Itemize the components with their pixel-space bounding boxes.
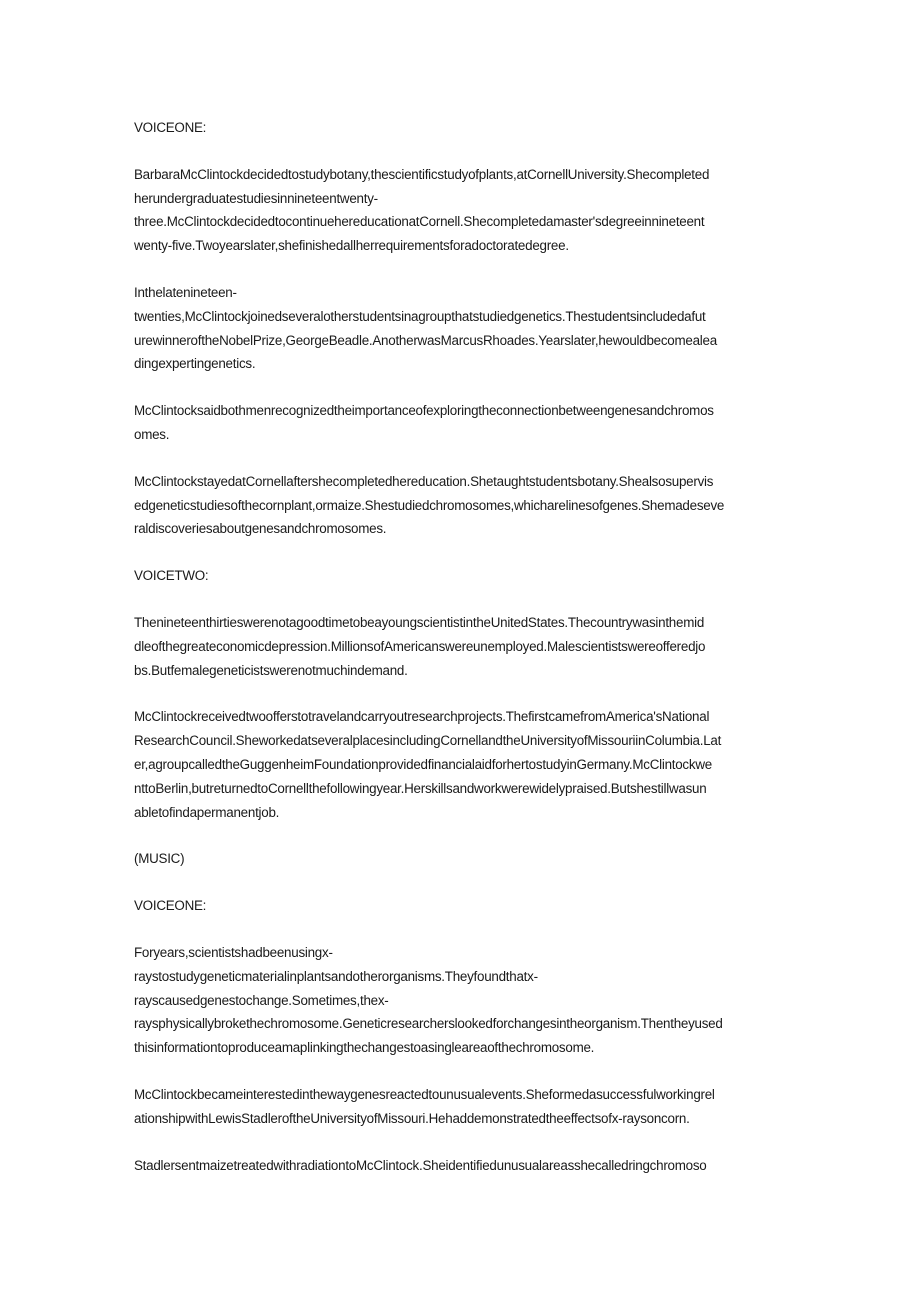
paragraph [134,1083,784,1131]
text-line: McClintocksaidbothmenrecognizedtheimportanceofexploringtheconnectionbetweengenesandchromos [134,403,714,419]
text-line: urewinneroftheNobelPrize,GeorgeBeadle.AnotherwasMarcusRhoades.Yearslater,hewouldbecomealea [134,332,717,348]
text-line: thisinformationtoproduceamaplinkingthechangestoasingleareaofthechromosome. [134,1040,595,1056]
text-line: dleofthegreateconomicdepression.MillionsofAmericanswereunemployed.Malescientistswereofferedjo [134,638,706,654]
text-line: VOICEONE: [134,120,207,135]
text-line: Inthelatenineteen- [134,284,237,300]
paragraph [134,1154,784,1178]
text-line: StadlersentmaizetreatedwithradiationtoMcClintock.Sheidentifiedunusualareasshecalledringchromoso [134,1157,707,1173]
text-line: dingexpertingenetics. [134,356,256,372]
text-line: McClintockbecameinterestedinthewaygenesreactedtounusualevents.Sheformedasuccessfulworkingrel [134,1086,715,1102]
paragraph [134,611,784,682]
text-line: twenties,McClintockjoinedseveralotherstudentsinagroupthatstudiedgenetics.Thestudentsincludedafut [134,308,706,324]
text-line: wenty-five.Twoyearslater,shefinishedallherrequirementsforadoctoratedegree. [134,238,569,254]
speaker-label [134,116,784,140]
text-line: bs.Butfemalegeneticistswerenotmuchindemand. [134,662,408,678]
text-line: edgeneticstudiesofthecornplant,ormaize.Shestudiedchromosomes,whicharelinesofgenes.Shemadeseve [134,497,725,513]
text-line: ationshipwithLewisStadleroftheUniversityofMissouri.Hehaddemonstratedtheeffectsofx-raysoncorn. [134,1110,690,1126]
text-line: Foryears,scientistshadbeenusingx- [134,944,333,960]
paragraph [134,281,784,376]
text-line: ResearchCouncil.SheworkedatseveralplacesincludingCornellandtheUniversityofMissouriinColumbia.Lat [134,733,722,749]
text-line: nttoBerlin,butreturnedtoCornellthefollowingyear.Herskillsandworkwerewidelypraised.Butshestillwasun [134,780,707,796]
text-line: (MUSIC) [134,851,185,867]
speaker-label [134,564,784,588]
text-line: raldiscoveriesaboutgenesandchromosomes. [134,521,387,537]
text-line: herundergraduatestudiesinnineteentwenty- [134,190,378,206]
text-line: rayscausedgenestochange.Sometimes,thex- [134,992,389,1008]
paragraph [134,399,784,447]
text-line: BarbaraMcClintockdecidedtostudybotany,thescientificstudyofplants,atCornellUniversity.Shecompleted [134,166,710,182]
text-line: three.McClintockdecidedtocontinuehereducationatCornell.Shecompletedamaster'sdegreeinnineteent [134,214,705,230]
text-line: VOICETWO: [134,568,209,584]
text-line: raystostudygeneticmaterialinplantsandotherorganisms.Theyfoundthatx- [134,968,538,984]
document-page [134,116,784,1200]
text-line: er,agroupcalledtheGuggenheimFoundationprovidedfinancialaidforhertostudyinGermany.McClintockwe [134,756,712,772]
text-line: McClintockstayedatCornellaftershecompletedhereducation.Shetaughtstudentsbotany.Shealsosupervis [134,473,714,489]
text-line: raysphysicallybrokethechromosome.Geneticresearcherslookedforchangesintheorganism.Thentheyused [134,1016,723,1032]
text-line: abletofindapermanentjob. [134,804,280,820]
paragraph [134,941,784,1060]
speaker-label [134,894,784,918]
text-line: omes. [134,426,170,442]
text-line: McClintockreceivedtwoofferstotravelandcarryoutresearchprojects.ThefirstcamefromAmerica'sNational [134,709,710,725]
paragraph [134,470,784,541]
paragraph [134,705,784,824]
text-line: ThenineteenthirtieswerenotagoodtimetobeayoungscientistintheUnitedStates.Thecountrywasinthemid [134,614,705,630]
paragraph [134,163,784,258]
text-line: VOICEONE: [134,898,207,914]
music-cue [134,847,784,871]
